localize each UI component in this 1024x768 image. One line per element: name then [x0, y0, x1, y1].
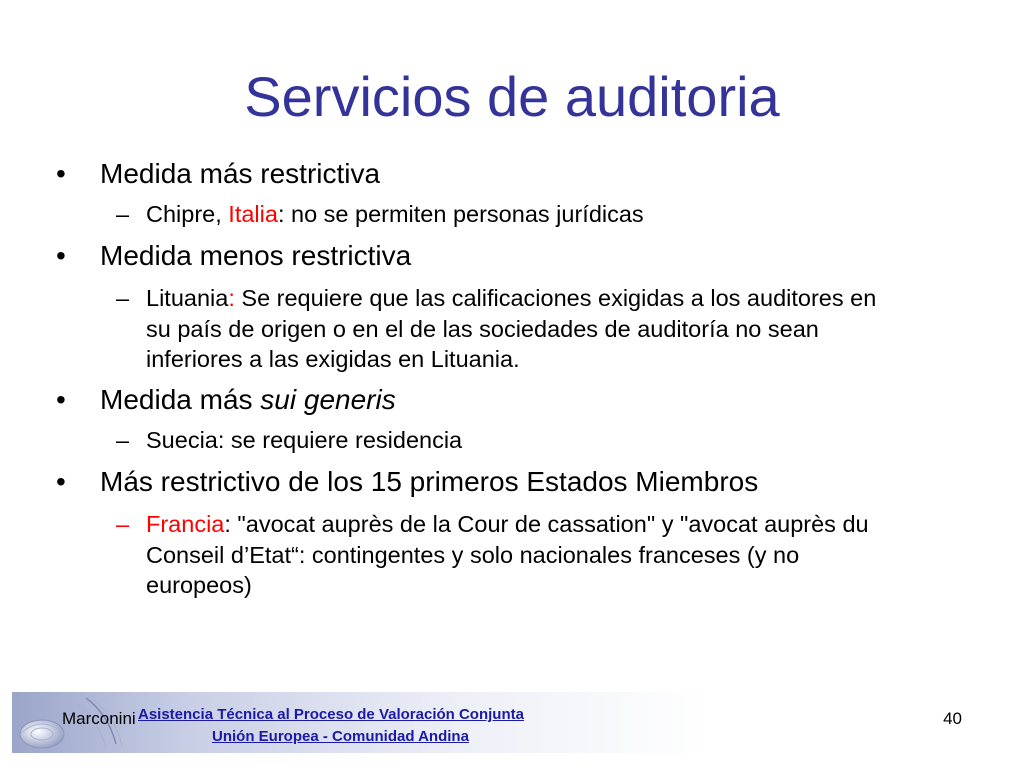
sub-text-rest: : no se permiten personas jurídicas [277, 201, 644, 227]
bullet-marker: • [56, 466, 66, 497]
highlight-text: Italia [228, 201, 278, 227]
sub-item-1-1 [116, 199, 926, 230]
dash-marker: – [116, 427, 130, 453]
italic-text: sui generis [260, 384, 396, 415]
sub-text-lead: Francia [146, 511, 225, 537]
dash-marker: – [116, 285, 130, 311]
bullet-marker: • [56, 240, 66, 271]
footer-author: Marconini [62, 709, 136, 728]
bullet-item-1 [56, 157, 381, 191]
sub-text-rest: Se requiere que las calificaciones exigidas a los auditores en su país de origen o en el de las sociedades de auditoría no sean inferiores a las exigidas en Lituania. [146, 285, 877, 372]
footer-link-partners[interactable]: Unión Europea - Comunidad Andina [212, 728, 469, 745]
slide-number: 40 [943, 709, 962, 728]
sub-text-prefix: Chipre, [146, 201, 229, 227]
footer-link-project[interactable]: Asistencia Técnica al Proceso de Valoración Conjunta [138, 706, 524, 723]
bullet-marker: • [56, 158, 66, 189]
bullet-item-3 [56, 383, 396, 417]
sub-text-rest: Suecia: se requiere residencia [146, 427, 463, 453]
bullet-item-4 [56, 465, 759, 499]
slide-title: Servicios de auditoria [244, 65, 780, 128]
sub-item-2-1 [116, 283, 906, 375]
bullet-text: Medida más restrictiva [100, 158, 381, 189]
sub-item-3-1 [116, 425, 926, 456]
sub-text-lead: Lituania [146, 285, 229, 311]
bullet-text: Medida más [100, 384, 261, 415]
sub-item-4-1 [116, 509, 906, 601]
bullet-item-2 [56, 239, 412, 273]
dash-marker: – [116, 201, 130, 227]
dash-marker: – [116, 511, 130, 537]
bullet-marker: • [56, 384, 66, 415]
bullet-text: Más restrictivo de los 15 primeros Estados Miembros [100, 466, 759, 497]
highlight-colon: : [228, 285, 235, 311]
sub-text-rest: : "avocat auprès de la Cour de cassation" y "avocat auprès du Conseil d’Etat“: contingentes y solo nacionales franceses (y no europeos) [146, 511, 869, 598]
bullet-text: Medida menos restrictiva [100, 240, 412, 271]
